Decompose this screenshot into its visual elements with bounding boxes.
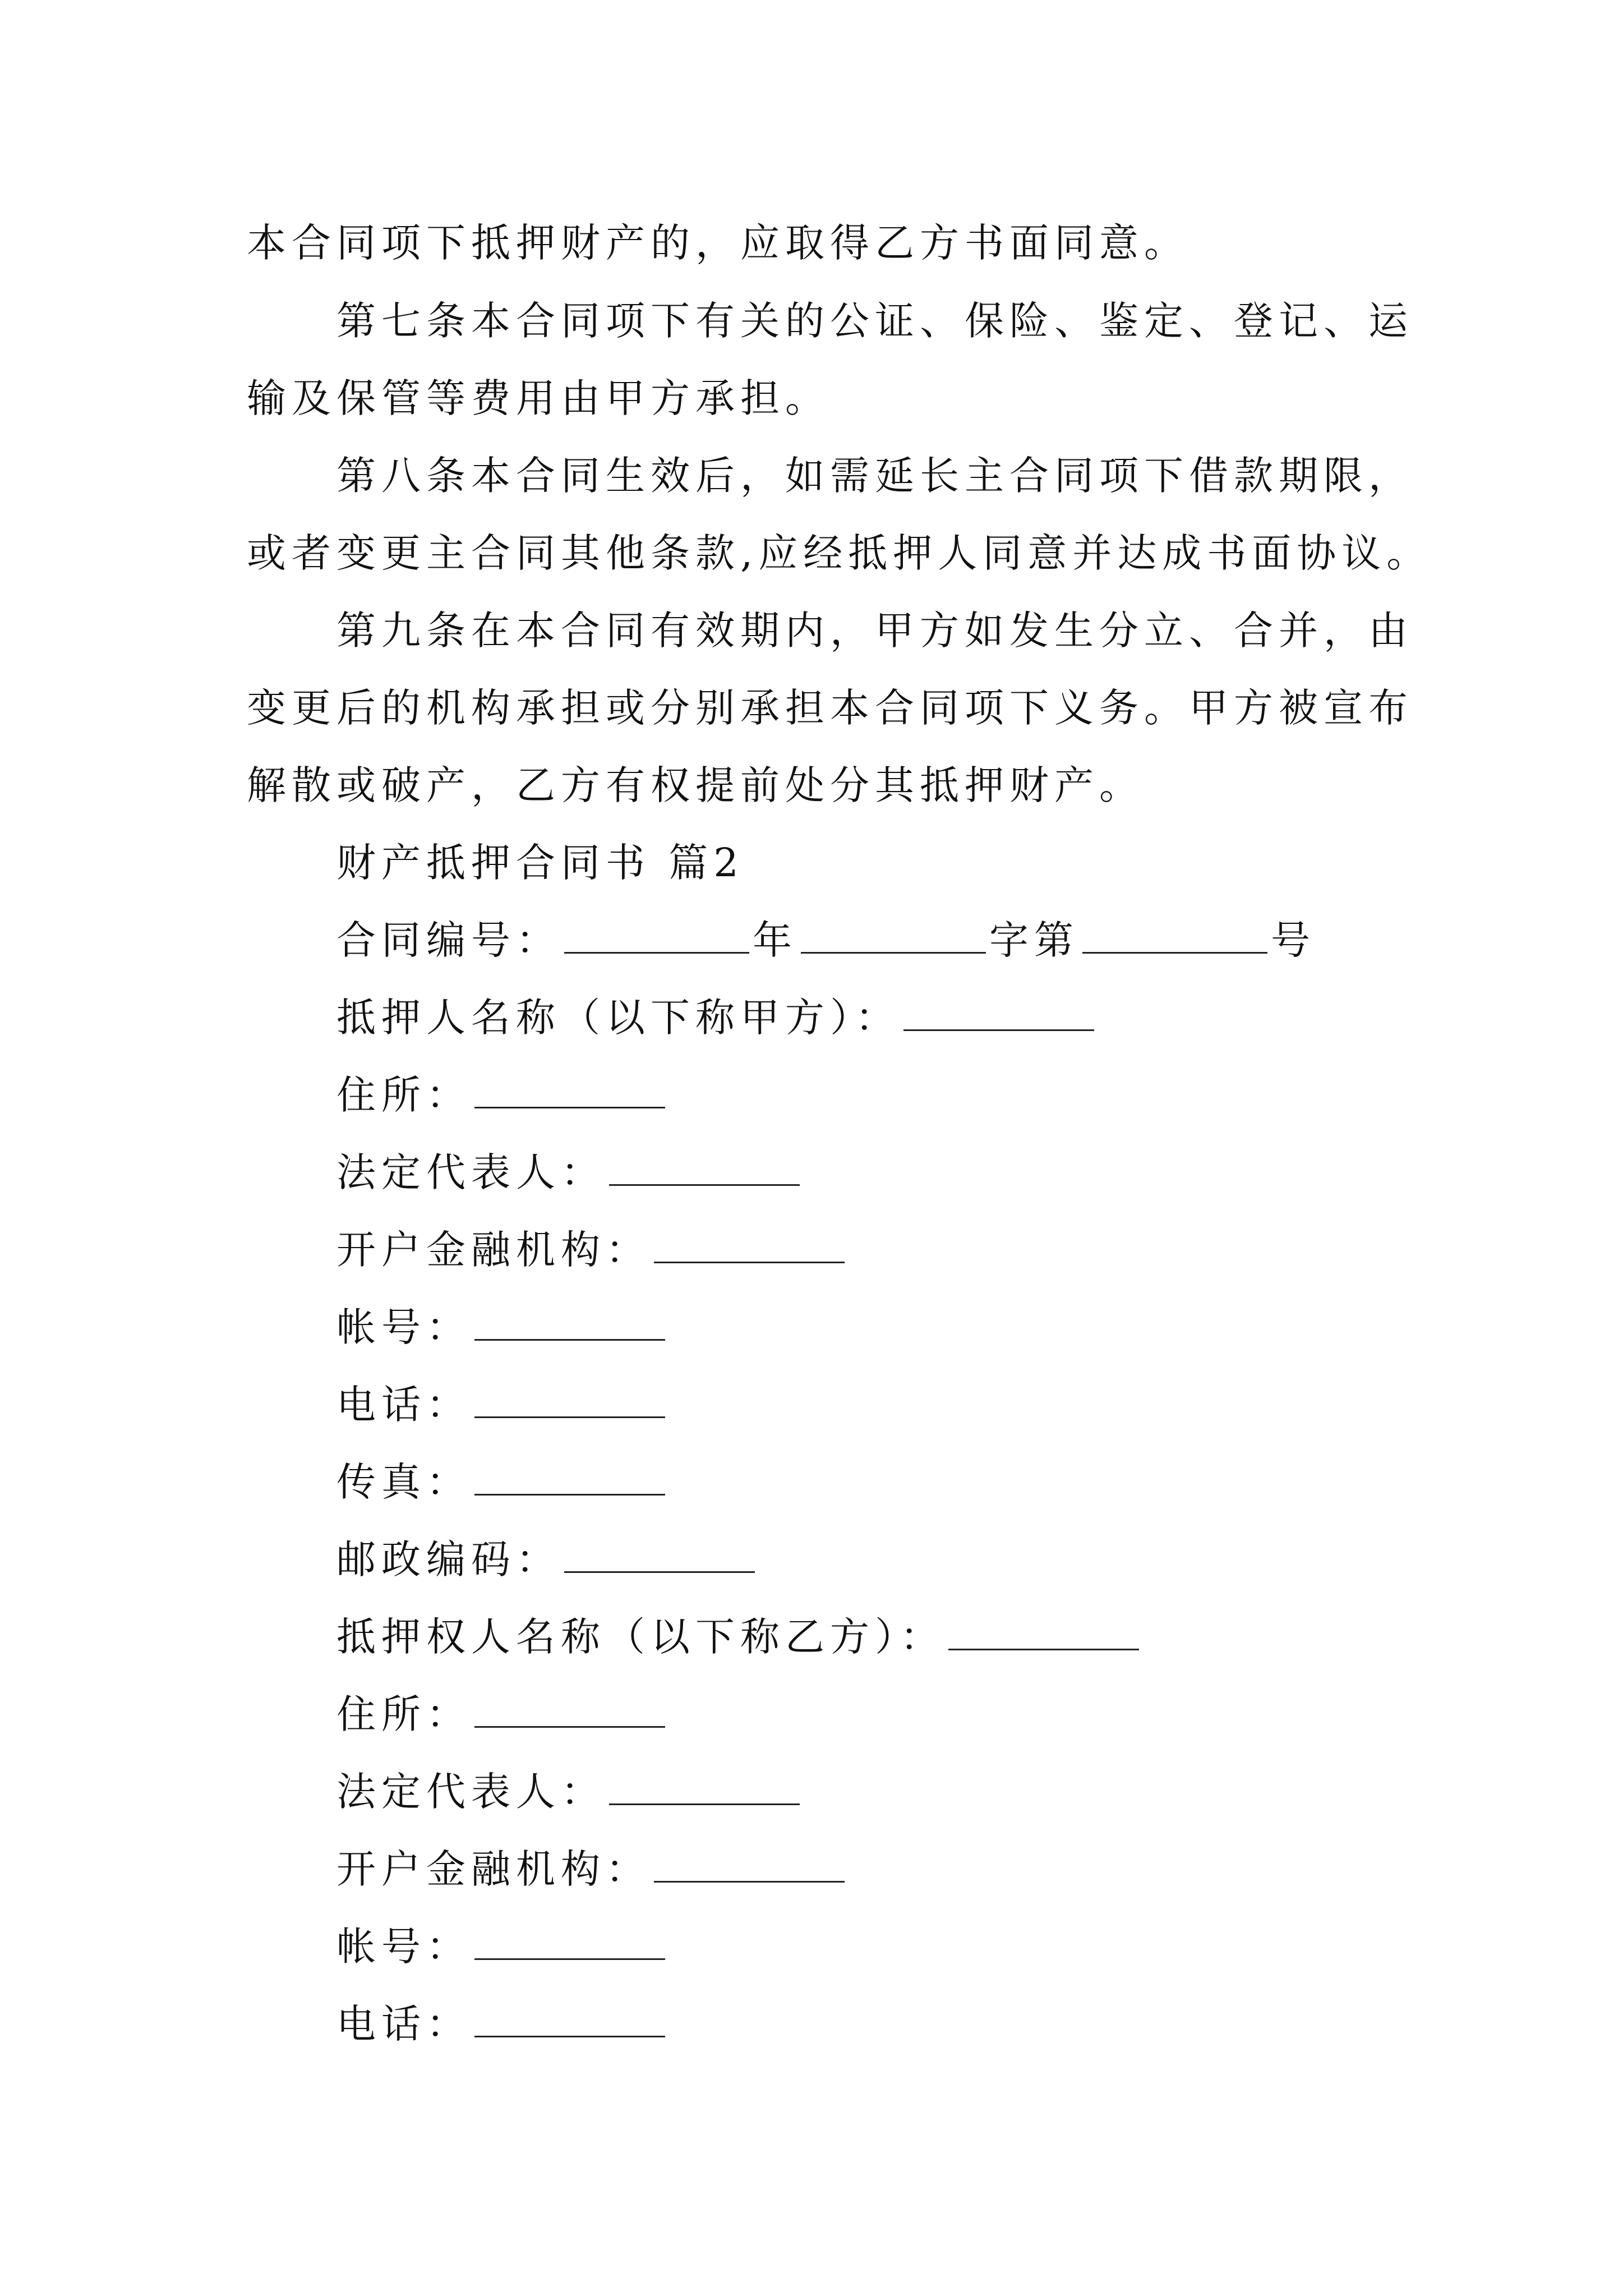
field-blank[interactable] (609, 1764, 800, 1805)
field-row (336, 1996, 668, 2052)
field-row (336, 990, 1098, 1046)
field-label: 法定代表人： (336, 1769, 606, 1815)
field-row (336, 1377, 668, 1433)
field-label: 开户金融机构： (336, 1227, 651, 1273)
contract-zi-blank[interactable] (801, 913, 986, 954)
field-label: 住所： (336, 1691, 471, 1737)
field-blank[interactable] (609, 1145, 800, 1186)
field-row (336, 1067, 668, 1123)
article-7-line-2: 输及保管等费用由甲方承担。 (247, 375, 830, 421)
field-row (336, 1609, 1142, 1665)
field-row (336, 1454, 668, 1510)
field-label: 法定代表人： (336, 1149, 606, 1195)
field-row (336, 1764, 803, 1820)
field-label: 开户金融机构： (336, 1846, 651, 1892)
field-blank[interactable] (948, 1609, 1139, 1650)
field-row (336, 1299, 668, 1355)
article-7-line-1: 第七条本合同项下有关的公证、保险、鉴定、登记、运 (336, 298, 1413, 344)
field-blank[interactable] (474, 1919, 665, 1960)
field-row (336, 1222, 848, 1278)
article-8-line-2: 或者变更主合同其他条款,应经抵押人同意并达成书面协议。 (247, 530, 1432, 576)
field-label: 抵押人名称（以下称甲方）： (336, 995, 900, 1041)
field-blank[interactable] (474, 1996, 665, 2037)
field-blank[interactable] (654, 1222, 845, 1263)
field-row (336, 1686, 668, 1742)
field-blank[interactable] (903, 990, 1094, 1031)
field-label: 住所： (336, 1072, 471, 1118)
field-label: 帐号： (336, 1924, 471, 1970)
article-8-line-1: 第八条本合同生效后，如需延长主合同项下借款期限， (336, 453, 1413, 499)
field-blank[interactable] (474, 1377, 665, 1418)
contract-hao-label: 号 (1271, 917, 1316, 963)
field-label: 抵押权人名称（以下称乙方）： (336, 1614, 945, 1660)
contract-hao-blank[interactable] (1082, 913, 1267, 954)
section-title: 财产抵押合同书 篇2 (336, 840, 744, 886)
field-blank[interactable] (474, 1687, 665, 1728)
field-label: 电话： (336, 1382, 471, 1428)
field-row (336, 1144, 803, 1200)
article-9-line-2: 变更后的机构承担或分别承担本合同项下义务。甲方被宣布 (247, 685, 1413, 731)
field-blank[interactable] (474, 1455, 665, 1496)
field-row (336, 1841, 848, 1897)
field-row (336, 1531, 758, 1588)
field-blank[interactable] (564, 1532, 755, 1573)
field-label: 帐号： (336, 1304, 471, 1350)
article-9-line-3: 解散或破产，乙方有权提前处分其抵押财产。 (247, 762, 1144, 808)
field-blank[interactable] (474, 1068, 665, 1108)
field-label: 电话： (336, 2001, 471, 2047)
field-row (336, 1918, 668, 1975)
article-9-line-1: 第九条在本合同有效期内，甲方如发生分立、合并，由 (336, 608, 1413, 654)
field-label: 邮政编码： (336, 1536, 561, 1582)
contract-year-blank[interactable] (564, 913, 749, 954)
field-label: 传真： (336, 1459, 471, 1505)
paragraph-line: 本合同项下抵押财产的，应取得乙方书面同意。 (247, 220, 1189, 266)
field-blank[interactable] (654, 1842, 845, 1883)
contract-zi-di-label: 字第 (989, 917, 1079, 963)
field-blank[interactable] (474, 1300, 665, 1341)
contract-number-label: 合同编号： (336, 917, 561, 963)
contract-year-label: 年 (753, 917, 797, 963)
contract-number-row (336, 912, 1316, 968)
